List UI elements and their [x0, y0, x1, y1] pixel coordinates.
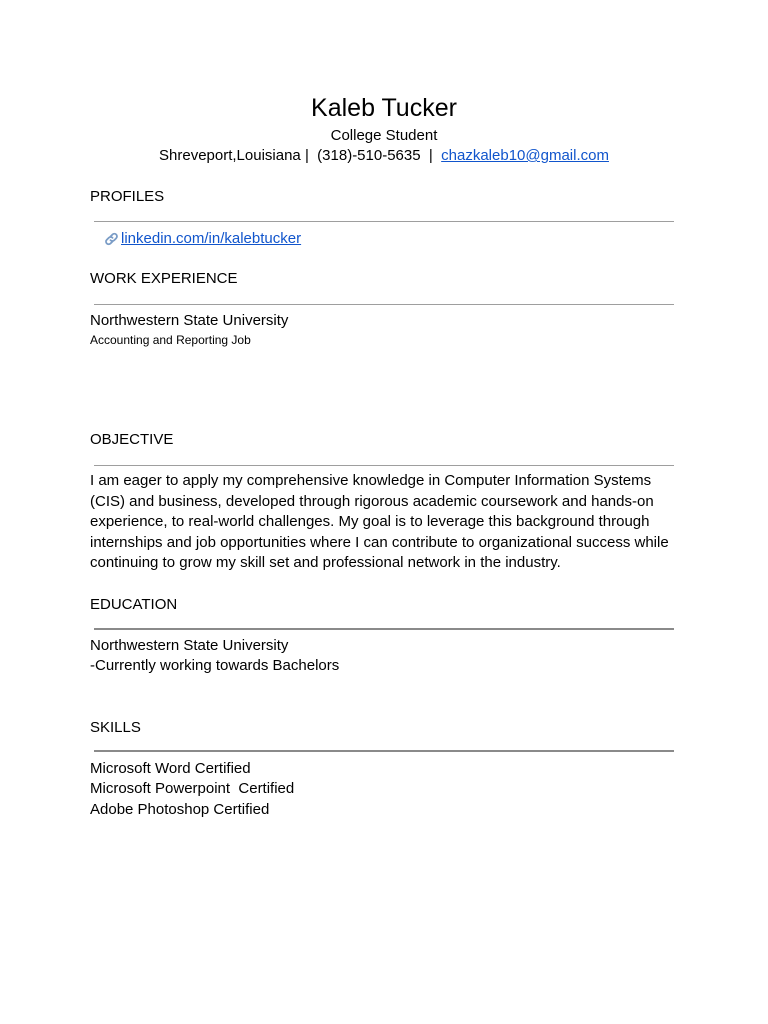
contact-location-phone: Shreveport,Louisiana | (318)-510-5635 |	[159, 147, 442, 164]
linkedin-link[interactable]: linkedin.com/in/kalebtucker	[121, 230, 302, 247]
objective-divider	[94, 465, 674, 466]
resume-name: Kaleb Tucker	[311, 94, 457, 122]
work-org: Northwestern State University	[90, 312, 289, 329]
objective-text: I am eager to apply my comprehensive knowledge in Computer Information Systems (CIS) and business, developed through rigorous academic coursework and hands-on experience, to real-world challenges. My goal is to leverage this background through internships and job opportunities where I can contribute to organizational success while continuing to grow my skill set and professional network in the industry.	[90, 472, 669, 571]
skill-item: Adobe Photoshop Certified	[90, 801, 270, 818]
education-school: Northwestern State University	[90, 637, 289, 654]
skill-item: Microsoft Powerpoint Certified	[90, 780, 295, 797]
work-role: Accounting and Reporting Job	[90, 333, 251, 347]
work-heading: WORK EXPERIENCE	[90, 270, 238, 287]
contact-line	[0, 147, 768, 165]
profile-linkedin[interactable]	[102, 230, 301, 248]
skills-divider	[94, 750, 674, 752]
education-status: -Currently working towards Bachelors	[90, 657, 340, 674]
education-heading: EDUCATION	[90, 596, 178, 613]
profiles-divider	[94, 221, 674, 222]
email-link[interactable]: chazkaleb10@gmail.com	[441, 147, 609, 164]
objective-heading: OBJECTIVE	[90, 431, 174, 448]
skill-item: Microsoft Word Certified	[90, 760, 251, 777]
skills-heading: SKILLS	[90, 719, 141, 736]
work-divider	[94, 304, 674, 305]
resume-subtitle: College Student	[330, 127, 438, 144]
link-icon	[102, 231, 121, 247]
profiles-heading: PROFILES	[90, 188, 165, 205]
education-divider	[94, 628, 674, 630]
